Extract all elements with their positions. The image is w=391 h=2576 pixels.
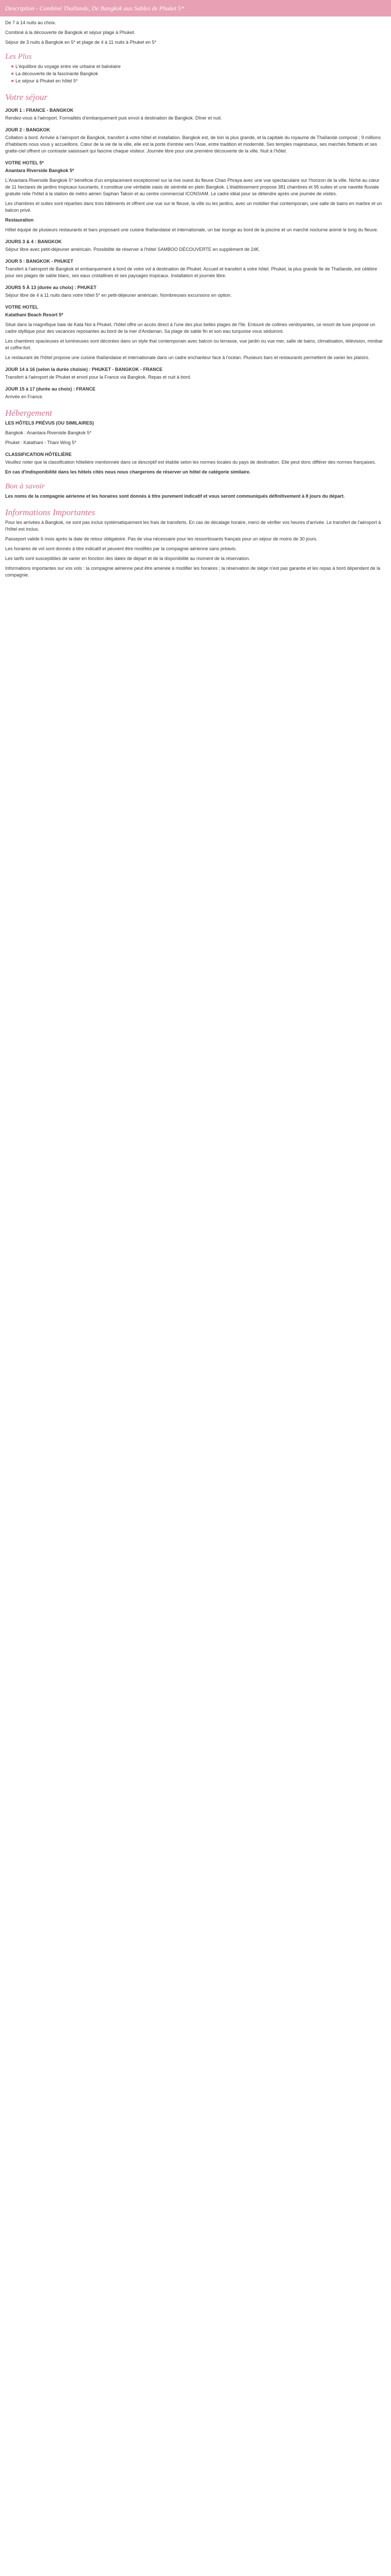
plus-list: [5, 63, 386, 84]
hotels-title: LES HÔTELS PRÉVUS (OU SIMILAIRES): [5, 420, 94, 426]
day-title: JOUR 5 : BANGKOK - PHUKET: [5, 259, 74, 264]
info-text: Les tarifs sont susceptibles de varier en fonction des dates de départ et de la disponibilité au moment de la réservation.: [5, 556, 250, 561]
restaurant-title: Restauration: [5, 217, 34, 223]
restaurant-text: Le restaurant de l'hôtel propose une cuisine thaïlandaise et internationale dans un cadre enchanteur face à l'océan. Plusieurs bars et restaurants permettent de varier les plaisirs.: [5, 355, 370, 360]
day-title: JOUR 2 : BANGKOK: [5, 127, 51, 132]
info-text: Passeport valide 6 mois après la date de retour obligatoire. Pas de visa nécessaire pour les ressortissants français pour un séjour de moins de 30 jours.: [5, 536, 318, 541]
hotel-name: Katathani Beach Resort 5*: [5, 312, 63, 317]
intro-line-2: Combiné à la découverte de Bangkok et séjour plage à Phuket.: [5, 30, 136, 35]
day-text: Séjour libre de 4 à 11 nuits dans votre hôtel 5* en petit-déjeuner américain. Nombreuses excursions en option.: [5, 293, 232, 298]
hotel-line: Phuket : Katathani - Thani Wing 5*: [5, 440, 76, 445]
hotel-text: Situé dans la magnifique baie de Kata Noi à Phuket, l'hôtel offre un accès direct à l'une des plus belles plages de l'île. Entouré de collines verdoyantes, ce resort de luxe propose un cadre idyllique pour des vacances reposantes au bord de la mer d'Andaman. Sa plage de sable fin et son eau turquoise vous séduiront.: [5, 322, 376, 334]
day-title: JOURS 5 À 13 (durée au choix) : PHUKET: [5, 285, 97, 290]
hotel-name: Anantara Riverside Bangkok 5*: [5, 168, 74, 173]
hebergement-heading: Hébergement: [5, 408, 52, 418]
info-text: Informations importantes sur vos vols : la compagnie aérienne peut être amenée à modifier les horaires ; la réservation de siège n'est pas garantie et les repas à bord dépendent de la compagnie.: [5, 566, 381, 578]
hotel-title: VOTRE HOTEL: [5, 304, 39, 310]
plus-item: La découverte de la fascinante Bangkok: [11, 71, 386, 77]
informations-heading: Informations Importantes: [5, 507, 95, 517]
plus-heading: Les Plus: [5, 53, 32, 61]
day-title: JOURS 3 & 4 : BANGKOK: [5, 239, 62, 244]
page-banner: [0, 0, 391, 16]
good-to-know-heading: Bon à savoir: [5, 482, 45, 490]
day-text: Séjour libre avec petit-déjeuner américain. Possibilité de réserver à l'hôtel SAMBOO DÉCOUVERTE en supplément de 24€.: [5, 247, 260, 252]
info-text: Pour les arrivées à Bangkok, ne sont pas inclus systématiquement les frais de transferts. En cas de décalage horaire, merci de vérifier vos heures d'arrivée. Le transfert de l'aéroport à l'hôtel est inclus.: [5, 520, 381, 532]
banner-title: Description - Combiné Thaïlande, De Bangkok aux Sables de Phuket 5*: [5, 5, 184, 12]
good-to-know-text: Les noms de la compagnie aérienne et les horaires sont donnés à titre purement indicatif et vous seront communiqués définitivement à 8 jours du départ.: [5, 494, 345, 499]
day-text: Transfert à l'aéroport de Bangkok et embarquement à bord de votre vol à destination de Phuket. Accueil et transfert à votre hôtel. Phuket, la plus grande île de Thaïlande, est célèbre pour ses plages de sable blanc, ses eaux cristallines et ses paysages tropicaux. Installation et journée libre.: [5, 266, 378, 278]
main-content: [0, 16, 391, 587]
classification-title: CLASSIFICATION HÔTELIÈRE: [5, 452, 72, 457]
restaurant-text: Hôtel équipé de plusieurs restaurants et bars proposant une cuisine thaïlandaise et internationale, un bar lounge au bord de la piscine et un marché nocturne animé le long du fleuve.: [5, 227, 378, 232]
intro-line-1: De 7 à 14 nuits au choix.: [5, 20, 57, 25]
day-text: Rendez-vous à l'aéroport. Formalités d'embarquement puis envol à destination de Bangkok. Dîner et nuit.: [5, 115, 222, 121]
plus-item: L'équilibre du voyage entre vie urbaine et balnéaire: [11, 63, 386, 70]
intro-line-3: Séjour de 3 nuits à Bangkok en 5* et plage de 4 à 11 nuits à Phuket en 5*: [5, 40, 157, 45]
hotel-line: Bangkok : Anantara Riverside Bangkok 5*: [5, 430, 92, 435]
hotel-text: L'Anantara Riverside Bangkok 5* bénéficie d'un emplacement exceptionnel sur la rive ouest du fleuve Chao Phraya avec une vue spectaculaire sur l'horizon de la ville. Niché au cœur de 11 hectares de jardins tropicaux luxuriants, il constitue une véritable oasis de sérénité en plein Bangkok. L'établissement propose 381 chambres et 95 suites et une navette fluviale gratuite relie l'hôtel à la station de métro aérien Saphan Taksin et au centre commercial ICONSIAM. Le cadre idéal pour se détendre après une journée de visites.: [5, 178, 380, 196]
day-text: Collation à bord. Arrivée à l'aéroport de Bangkok, transfert à votre hôtel et installation. Bangkok est, de loin la plus grande, et la capitale du royaume de Thaïlande composé ; 9 millions d'habitants nous vous y accueillons. Cœur de la vie de la ville, elle est la porte d'entrée vers l'Asie, entre tradition et modernité. Ses temples majestueux, ses marchés flottants et ses gratte-ciel offrent un contraste saisissant qui fascine chaque visiteur. Journée libre pour une première découverte de la ville. Nuit à l'hôtel.: [5, 135, 381, 154]
day-title: JOUR 15 à 17 (durée au choix) : FRANCE: [5, 386, 96, 392]
day-title: JOUR 1 : FRANCE - BANGKOK: [5, 108, 74, 113]
day-text: Arrivée en France.: [5, 394, 44, 399]
classification-text: Veuillez noter que la classification hôtelière mentionnée dans ce descriptif est établie selon les normes locales du pays de destination. Elle peut donc différer des normes françaises.: [5, 460, 376, 465]
contract-text: En cas d'indisponibilité dans les hôtels cités nous nous chargerons de réserver un hôtel de catégorie similaire.: [5, 469, 251, 474]
voyage-heading: Votre séjour: [5, 92, 48, 102]
rooms-text: Les chambres et suites sont réparties dans trois bâtiments et offrent une vue sur le fleuve, la ville ou les jardins, avec un mobilier thaï contemporain, une salle de bains en marbre et un balcon privé.: [5, 201, 382, 213]
plus-item: Le séjour à Phuket en hôtel 5*: [11, 78, 386, 84]
info-text: Les horaires de vol sont donnés à titre indicatif et peuvent être modifiés par la compagnie aérienne sans préavis.: [5, 546, 237, 551]
day-title: JOUR 14 à 16 (selon la durée choisie) : PHUKET - BANGKOK - FRANCE: [5, 367, 163, 372]
rooms-text: Les chambres spacieuses et lumineuses sont décorées dans un style thaï contemporain avec balcon ou terrasse, vue jardin ou vue mer, salle de bains, climatisation, télévision, minibar et coffre-fort.: [5, 338, 383, 350]
day-text: Transfert à l'aéroport de Phuket et envol pour la France via Bangkok. Repas et nuit à bord.: [5, 375, 191, 380]
hotel-title: VOTRE HOTEL 5*: [5, 160, 44, 165]
